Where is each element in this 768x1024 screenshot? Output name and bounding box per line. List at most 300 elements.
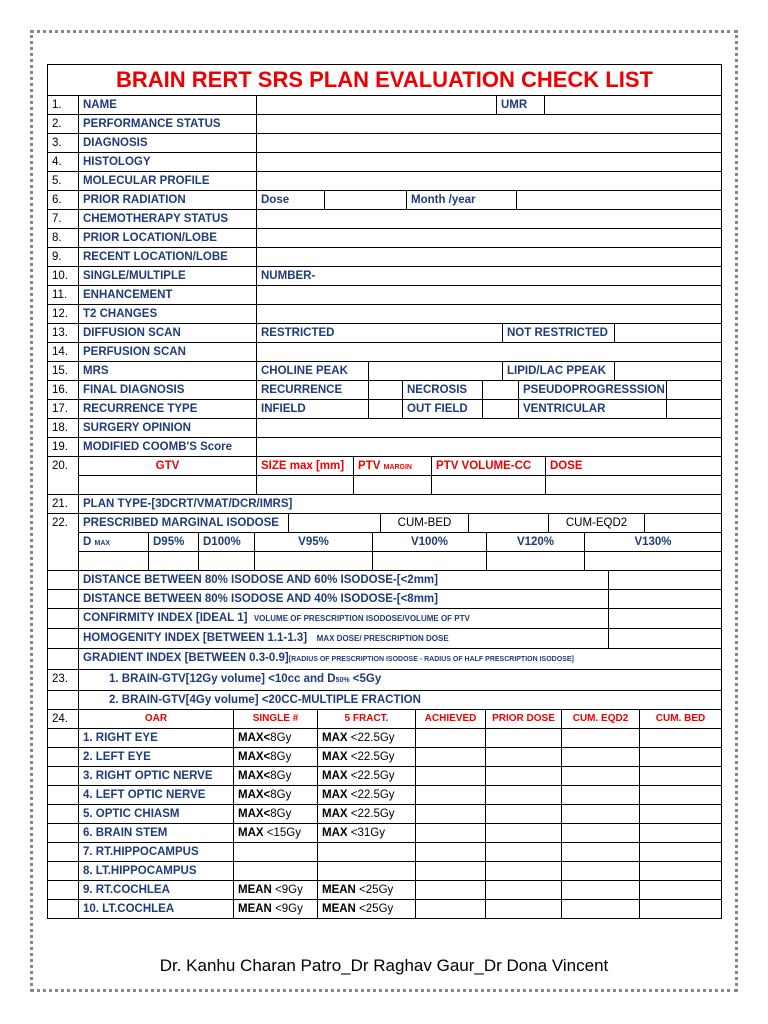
single-value: <9Gy bbox=[271, 903, 303, 915]
row-number bbox=[48, 767, 79, 785]
cum-bed-field[interactable] bbox=[640, 729, 721, 747]
single-value: <9Gy bbox=[271, 884, 303, 896]
fract-constraint bbox=[318, 900, 416, 918]
oar-name: 9. RT.COCHLEA bbox=[79, 881, 234, 899]
perfusion-field[interactable] bbox=[257, 343, 721, 361]
row-mrs bbox=[48, 362, 721, 381]
size-field[interactable] bbox=[257, 476, 354, 494]
necrosis-label: NECROSIS bbox=[403, 381, 483, 399]
ventricular-label: VENTRICULAR bbox=[519, 400, 667, 418]
oar-name: 4. LEFT OPTIC NERVE bbox=[79, 786, 234, 804]
row-number bbox=[48, 862, 79, 880]
dose-field[interactable] bbox=[325, 191, 407, 209]
month-year-label: Month /year bbox=[407, 191, 517, 209]
row-histology bbox=[48, 153, 721, 172]
prescribed-isodose-field[interactable] bbox=[289, 514, 381, 532]
row-number: 4. bbox=[48, 153, 79, 171]
ptv-volume-label: PTV VOLUME-CC bbox=[432, 457, 546, 475]
surgery-opinion-field[interactable] bbox=[257, 419, 721, 437]
brain-gtv-4gy: 2. BRAIN-GTV[4Gy volume] <20CC-MULTIPLE FRACTION bbox=[109, 694, 421, 706]
diagnosis-field[interactable] bbox=[257, 134, 721, 152]
distance-60-label: DISTANCE BETWEEN 80% ISODOSE AND 60% ISODOSE-[<2mm] bbox=[79, 571, 609, 589]
homogeneity-index-note: MAX DOSE/ PRESCRIPTION DOSE bbox=[316, 634, 449, 643]
row-number bbox=[48, 691, 79, 709]
ptv-label bbox=[354, 457, 432, 475]
histology-field[interactable] bbox=[257, 153, 721, 171]
row-prior-location bbox=[48, 229, 721, 248]
dose-metrics-values bbox=[79, 552, 721, 570]
row-perfusion-scan bbox=[48, 343, 721, 362]
recurrence-box[interactable] bbox=[369, 381, 403, 399]
achieved-field[interactable] bbox=[416, 729, 486, 747]
gradient-index-label bbox=[79, 649, 721, 669]
fract-value: <25Gy bbox=[355, 884, 394, 896]
prior-dose-field[interactable] bbox=[486, 767, 562, 785]
prior-dose-field[interactable] bbox=[486, 881, 562, 899]
prior-dose-field[interactable] bbox=[486, 805, 562, 823]
conformity-index-label bbox=[79, 609, 609, 628]
single-key: MAX< bbox=[238, 770, 271, 782]
fract-key: MAX bbox=[322, 808, 348, 820]
single-constraint bbox=[234, 805, 318, 823]
prior-dose-field[interactable] bbox=[486, 729, 562, 747]
row-number: 14. bbox=[48, 343, 79, 361]
outfield-box[interactable] bbox=[483, 400, 519, 418]
outfield-label: OUT FIELD bbox=[403, 400, 483, 418]
achieved-field[interactable] bbox=[416, 786, 486, 804]
d95-label: D95% bbox=[149, 533, 199, 551]
single-value: 8Gy bbox=[270, 789, 292, 801]
row-label: HISTOLOGY bbox=[79, 153, 257, 171]
name-field[interactable] bbox=[257, 96, 497, 114]
row-distance-60 bbox=[48, 571, 721, 590]
performance-status-field[interactable] bbox=[257, 115, 721, 133]
v95-field[interactable] bbox=[255, 552, 373, 570]
cum-eqd2-field[interactable] bbox=[562, 729, 640, 747]
isodose-header bbox=[79, 514, 721, 533]
row-label: PRIOR RADIATION bbox=[79, 191, 257, 209]
prior-dose-field[interactable] bbox=[486, 786, 562, 804]
cum-eqd2-field[interactable] bbox=[562, 824, 640, 842]
single-key: MAX bbox=[238, 827, 264, 839]
gtv-header bbox=[79, 457, 721, 476]
d100-label: D100% bbox=[199, 533, 255, 551]
checklist-table bbox=[47, 64, 722, 919]
single-constraint bbox=[234, 767, 318, 785]
not-restricted-field[interactable] bbox=[615, 324, 721, 342]
single-value: 8Gy bbox=[270, 732, 292, 744]
table-row bbox=[48, 805, 721, 824]
fract-key: MEAN bbox=[322, 884, 356, 896]
row-label: PRIOR LOCATION/LOBE bbox=[79, 229, 257, 247]
table-row bbox=[48, 729, 721, 748]
row-number: 8. bbox=[48, 229, 79, 247]
v130-field[interactable] bbox=[585, 552, 721, 570]
row-performance-status bbox=[48, 115, 721, 134]
gradient-index-text: GRADIENT INDEX [BETWEEN 0.3-0.9] bbox=[83, 652, 289, 664]
not-restricted-label: NOT RESTRICTED bbox=[503, 324, 615, 342]
row-label: PERFUSION SCAN bbox=[79, 343, 257, 361]
fract-value: <25Gy bbox=[355, 903, 394, 915]
row-label: DIAGNOSIS bbox=[79, 134, 257, 152]
cum-eqd2-field[interactable] bbox=[645, 514, 721, 532]
umr-field[interactable] bbox=[545, 96, 721, 114]
row-number: 16. bbox=[48, 381, 79, 399]
single-key: MAX< bbox=[238, 808, 271, 820]
oar-name: 1. RIGHT EYE bbox=[79, 729, 234, 747]
v120-field[interactable] bbox=[487, 552, 585, 570]
fract-constraint bbox=[318, 786, 416, 804]
fract-constraint bbox=[318, 729, 416, 747]
single-constraint bbox=[234, 786, 318, 804]
row-number: 6. bbox=[48, 191, 79, 209]
brain-gtv-12gy-end: <5Gy bbox=[349, 673, 382, 685]
fract-value: <22.5Gy bbox=[347, 789, 395, 801]
row-number: 12. bbox=[48, 305, 79, 323]
brain-gtv-12gy-text: 1. BRAIN-GTV[12Gy volume] <10cc and D bbox=[109, 673, 336, 685]
row-number: 15. bbox=[48, 362, 79, 380]
coomb-score-field[interactable] bbox=[257, 438, 721, 456]
oar-name: 7. RT.HIPPOCAMPUS bbox=[79, 843, 234, 861]
dose-field[interactable] bbox=[546, 476, 721, 494]
necrosis-box[interactable] bbox=[483, 381, 519, 399]
distance-40-label: DISTANCE BETWEEN 80% ISODOSE AND 40% ISODOSE-[<8mm] bbox=[79, 590, 609, 608]
row-plan-type bbox=[48, 495, 721, 514]
row-molecular-profile bbox=[48, 172, 721, 191]
prior-dose-field[interactable] bbox=[486, 862, 562, 880]
row-number: 2. bbox=[48, 115, 79, 133]
page-title: BRAIN RERT SRS PLAN EVALUATION CHECK LIST bbox=[48, 65, 721, 96]
single-key: MAX< bbox=[238, 751, 271, 763]
row-number bbox=[48, 805, 79, 823]
lipid-lac-label: LIPID/LAC PPEAK bbox=[503, 362, 615, 380]
infield-label: INFIELD bbox=[257, 400, 369, 418]
row-label: NAME bbox=[79, 96, 257, 114]
table-row bbox=[48, 843, 721, 862]
table-row bbox=[48, 881, 721, 900]
row-number: 21. bbox=[48, 495, 79, 513]
gradient-index-note: [RADIUS OF PRESCRIPTION ISODOSE - RADIUS OF HALF PRESCRIPTION ISODOSE] bbox=[288, 656, 574, 663]
row-label: SURGERY OPINION bbox=[79, 419, 257, 437]
fract-key: MAX bbox=[322, 770, 348, 782]
row-prior-radiation bbox=[48, 191, 721, 210]
row-t2-changes bbox=[48, 305, 721, 324]
row-label: DIFFUSION SCAN bbox=[79, 324, 257, 342]
row-single-multiple bbox=[48, 267, 721, 286]
homogeneity-index-text: HOMOGENITY INDEX [BETWEEN 1.1-1.3] bbox=[83, 632, 308, 644]
pseudoprogression-box[interactable] bbox=[667, 381, 721, 399]
single-constraint bbox=[234, 748, 318, 766]
fract-column-header: 5 FRACT. bbox=[318, 710, 416, 728]
row-label: T2 CHANGES bbox=[79, 305, 257, 323]
row-label: RECURRENCE TYPE bbox=[79, 400, 257, 418]
dose-metrics-header bbox=[79, 533, 721, 552]
oar-name: 6. BRAIN STEM bbox=[79, 824, 234, 842]
conformity-index-text: CONFIRMITY INDEX [IDEAL 1] bbox=[83, 612, 248, 624]
cum-bed-field[interactable] bbox=[640, 748, 721, 766]
cum-bed-field[interactable] bbox=[640, 805, 721, 823]
row-label: SINGLE/MULTIPLE bbox=[79, 267, 257, 285]
gtv-values bbox=[79, 476, 721, 494]
achieved-field[interactable] bbox=[416, 767, 486, 785]
ptv-volume-field[interactable] bbox=[432, 476, 546, 494]
distance-40-field[interactable] bbox=[609, 590, 721, 608]
row-number: 7. bbox=[48, 210, 79, 228]
cum-eqd2-field[interactable] bbox=[562, 767, 640, 785]
oar-name: 8. LT.HIPPOCAMPUS bbox=[79, 862, 234, 880]
plan-type-label: PLAN TYPE-[3DCRT/VMAT/DCR/IMRS] bbox=[83, 498, 293, 510]
row-brain-gtv-2 bbox=[48, 691, 721, 710]
row-chemotherapy-status bbox=[48, 210, 721, 229]
cum-eqd2-field[interactable] bbox=[562, 748, 640, 766]
enhancement-field[interactable] bbox=[257, 286, 721, 304]
row-enhancement bbox=[48, 286, 721, 305]
row-number: 19. bbox=[48, 438, 79, 456]
cum-eqd2-field[interactable] bbox=[562, 805, 640, 823]
row-number: 5. bbox=[48, 172, 79, 190]
fract-value: <22.5Gy bbox=[347, 770, 395, 782]
achieved-field[interactable] bbox=[416, 900, 486, 918]
row-number bbox=[48, 748, 79, 766]
table-row bbox=[48, 900, 721, 918]
authors-footer: Dr. Kanhu Charan Patro_Dr Raghav Gaur_Dr Dona Vincent bbox=[159, 956, 609, 975]
achieved-field[interactable] bbox=[416, 862, 486, 880]
brain-gtv-12gy bbox=[79, 670, 721, 690]
fract-key: MAX bbox=[322, 751, 348, 763]
row-number bbox=[48, 843, 79, 861]
choline-field[interactable] bbox=[369, 362, 503, 380]
row-number: 11. bbox=[48, 286, 79, 304]
cum-eqd2-label: CUM-EQD2 bbox=[549, 514, 645, 532]
infield-box[interactable] bbox=[369, 400, 403, 418]
month-year-field[interactable] bbox=[517, 191, 721, 209]
row-diffusion-scan bbox=[48, 324, 721, 343]
gtv-label: GTV bbox=[79, 457, 257, 475]
fract-constraint bbox=[318, 824, 416, 842]
distance-60-field[interactable] bbox=[609, 571, 721, 589]
row-number: 17. bbox=[48, 400, 79, 418]
d100-field[interactable] bbox=[199, 552, 255, 570]
recent-location-field[interactable] bbox=[257, 248, 721, 266]
row-number bbox=[48, 786, 79, 804]
oar-name: 10. LT.COCHLEA bbox=[79, 900, 234, 918]
prior-dose-column-header: PRIOR DOSE bbox=[486, 710, 562, 728]
cum-bed-field[interactable] bbox=[640, 843, 721, 861]
fract-constraint bbox=[318, 748, 416, 766]
single-key: MEAN bbox=[238, 884, 272, 896]
v100-label: V100% bbox=[373, 533, 487, 551]
oar-rows bbox=[48, 729, 721, 918]
fract-constraint bbox=[318, 805, 416, 823]
d50-subscript: 50% bbox=[335, 677, 350, 684]
fract-constraint bbox=[318, 767, 416, 785]
fract-constraint bbox=[318, 862, 416, 880]
row-number bbox=[48, 900, 79, 918]
achieved-field[interactable] bbox=[416, 843, 486, 861]
v95-label: V95% bbox=[255, 533, 373, 551]
row-number: 24. bbox=[48, 710, 79, 728]
oar-header bbox=[48, 710, 721, 729]
recurrence-label: RECURRENCE bbox=[257, 381, 369, 399]
row-recent-location bbox=[48, 248, 721, 267]
fract-value: <31Gy bbox=[347, 827, 385, 839]
table-row bbox=[48, 824, 721, 843]
single-value: 8Gy bbox=[270, 770, 292, 782]
achieved-field[interactable] bbox=[416, 824, 486, 842]
dmax-subscript: MAX bbox=[94, 540, 111, 547]
umr-label: UMR bbox=[497, 96, 545, 114]
cum-eqd2-column-header: CUM. EQD2 bbox=[562, 710, 640, 728]
conformity-index-field[interactable] bbox=[609, 609, 721, 628]
row-recurrence-type bbox=[48, 400, 721, 419]
oar-name: 2. LEFT EYE bbox=[79, 748, 234, 766]
achieved-column-header: ACHIEVED bbox=[416, 710, 486, 728]
table-row bbox=[48, 748, 721, 767]
row-number: 10. bbox=[48, 267, 79, 285]
d95-field[interactable] bbox=[149, 552, 199, 570]
row-label: CHEMOTHERAPY STATUS bbox=[79, 210, 257, 228]
single-constraint bbox=[234, 862, 318, 880]
row-brain-gtv-1 bbox=[48, 670, 721, 691]
row-number bbox=[48, 514, 79, 570]
dose-label: Dose bbox=[257, 191, 325, 209]
cum-bed-field[interactable] bbox=[469, 514, 549, 532]
row-label: FINAL DIAGNOSIS bbox=[79, 381, 257, 399]
row-number: 20. bbox=[48, 457, 79, 494]
choline-peak-label: CHOLINE PEAK bbox=[257, 362, 369, 380]
single-key: MAX< bbox=[238, 732, 271, 744]
achieved-field[interactable] bbox=[416, 805, 486, 823]
homogeneity-index-field[interactable] bbox=[609, 629, 721, 648]
single-constraint bbox=[234, 843, 318, 861]
pseudoprogression-label: PSEUDOPROGRESSSION bbox=[519, 381, 667, 399]
ptv-subscript: MARGIN bbox=[383, 464, 412, 471]
cum-bed-field[interactable] bbox=[640, 824, 721, 842]
dmax-label bbox=[79, 533, 149, 551]
size-label: SIZE max [mm] bbox=[257, 457, 354, 475]
single-value: 8Gy bbox=[270, 808, 292, 820]
cum-eqd2-field[interactable] bbox=[562, 900, 640, 918]
prior-dose-field[interactable] bbox=[486, 843, 562, 861]
row-label: RECENT LOCATION/LOBE bbox=[79, 248, 257, 266]
conformity-index-note: VOLUME OF PRESCRIPTION ISODOSE/VOLUME OF PTV bbox=[253, 614, 470, 623]
single-constraint bbox=[234, 729, 318, 747]
ventricular-box[interactable] bbox=[667, 400, 721, 418]
cum-bed-column-header: CUM. BED bbox=[655, 713, 706, 724]
restricted-label: RESTRICTED bbox=[257, 324, 503, 342]
row-number bbox=[48, 649, 79, 669]
t2-changes-field[interactable] bbox=[257, 305, 721, 323]
cum-bed-label: CUM-BED bbox=[381, 514, 469, 532]
v120-label: V120% bbox=[487, 533, 585, 551]
cum-eqd2-field[interactable] bbox=[562, 843, 640, 861]
fract-value: <22.5Gy bbox=[347, 808, 395, 820]
cum-bed-field[interactable] bbox=[640, 881, 721, 899]
table-row bbox=[48, 767, 721, 786]
row-gtv bbox=[48, 457, 721, 495]
row-final-diagnosis bbox=[48, 381, 721, 400]
row-number: 18. bbox=[48, 419, 79, 437]
chemotherapy-field[interactable] bbox=[257, 210, 721, 228]
cum-bed-field[interactable] bbox=[640, 862, 721, 880]
single-constraint bbox=[234, 900, 318, 918]
fract-key: MAX bbox=[322, 827, 348, 839]
row-prescribed-isodose bbox=[48, 514, 721, 571]
fract-value: <22.5Gy bbox=[347, 751, 395, 763]
row-gradient-index bbox=[48, 649, 721, 670]
ptv-field[interactable] bbox=[354, 476, 432, 494]
prior-dose-field[interactable] bbox=[486, 748, 562, 766]
fract-key: MEAN bbox=[322, 903, 356, 915]
fract-constraint bbox=[318, 881, 416, 899]
gtv-field[interactable] bbox=[79, 476, 257, 494]
row-coomb-score bbox=[48, 438, 721, 457]
row-name bbox=[48, 96, 721, 115]
cum-bed-field[interactable] bbox=[640, 767, 721, 785]
dmax-text: D bbox=[83, 536, 92, 548]
v100-field[interactable] bbox=[373, 552, 487, 570]
achieved-field[interactable] bbox=[416, 881, 486, 899]
row-number bbox=[48, 881, 79, 899]
dose-label: DOSE bbox=[550, 460, 583, 472]
prior-dose-field[interactable] bbox=[486, 900, 562, 918]
number-label: NUMBER- bbox=[261, 270, 316, 282]
cum-eqd2-field[interactable] bbox=[562, 786, 640, 804]
prior-location-field[interactable] bbox=[257, 229, 721, 247]
prior-dose-field[interactable] bbox=[486, 824, 562, 842]
molecular-profile-field[interactable] bbox=[257, 172, 721, 190]
achieved-field[interactable] bbox=[416, 748, 486, 766]
dmax-field[interactable] bbox=[79, 552, 149, 570]
row-distance-40 bbox=[48, 590, 721, 609]
v130-label: V130% bbox=[634, 536, 672, 548]
single-key: MAX< bbox=[238, 789, 271, 801]
row-number bbox=[48, 590, 79, 608]
row-number bbox=[48, 571, 79, 589]
row-conformity-index bbox=[48, 609, 721, 629]
single-column-header: SINGLE # bbox=[234, 710, 318, 728]
cum-bed-field[interactable] bbox=[640, 900, 721, 918]
cum-bed-field[interactable] bbox=[640, 786, 721, 804]
row-label: MODIFIED COOMB'S Score bbox=[79, 438, 257, 456]
single-constraint bbox=[234, 824, 318, 842]
row-number bbox=[48, 609, 79, 628]
ptv-text: PTV bbox=[358, 460, 381, 472]
row-number bbox=[48, 729, 79, 747]
row-label: ENHANCEMENT bbox=[79, 286, 257, 304]
row-label: MOLECULAR PROFILE bbox=[79, 172, 257, 190]
row-number: 9. bbox=[48, 248, 79, 266]
row-homogeneity-index bbox=[48, 629, 721, 649]
row-number: 3. bbox=[48, 134, 79, 152]
oar-column-header: OAR bbox=[79, 710, 234, 728]
fract-key: MAX bbox=[322, 789, 348, 801]
homogeneity-index-label bbox=[79, 629, 609, 648]
row-number: 13. bbox=[48, 324, 79, 342]
prescribed-isodose-label: PRESCRIBED MARGINAL ISODOSE bbox=[79, 514, 289, 532]
gtv-grid bbox=[79, 457, 721, 494]
cum-eqd2-field[interactable] bbox=[562, 862, 640, 880]
fract-key: MAX bbox=[322, 732, 348, 744]
row-number bbox=[48, 629, 79, 648]
fract-constraint bbox=[318, 843, 416, 861]
row-number: 1. bbox=[48, 96, 79, 114]
oar-name: 5. OPTIC CHIASM bbox=[79, 805, 234, 823]
cum-eqd2-field[interactable] bbox=[562, 881, 640, 899]
lipid-field[interactable] bbox=[615, 362, 721, 380]
table-row bbox=[48, 862, 721, 881]
row-number: 23. bbox=[48, 670, 79, 690]
